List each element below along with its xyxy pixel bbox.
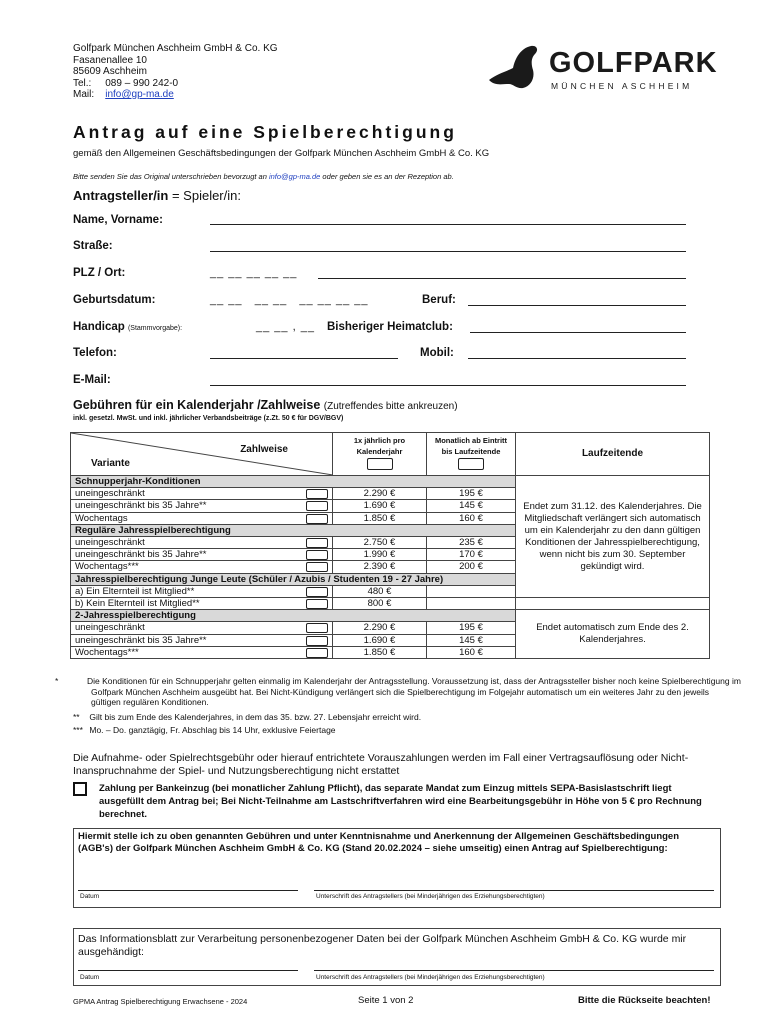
row-year-price: 1.850 €: [333, 646, 427, 658]
mail-link[interactable]: info@gp-ma.de: [105, 89, 174, 100]
footnote-text: Die Konditionen für ein Schnupperjahr gelten einmalig im Kalenderjahr der Antragsstellung. Voraussetzung ist, dass der Antragssteller bisher noch keine Spielberechtigung im Golfpark München Aschheim ausgeübt hat. Bei Nicht-Kündigung verlängert sich die Spielberechtigung im Folgejahr automatisch um ein weiteres Jahr zu den jeweils gültigen regulären Konditionen.: [87, 676, 741, 707]
page-subtitle: gemäß den Allgemeinen Geschäftsbedingungen der Golfpark München Aschheim GmbH & Co. KG: [73, 148, 490, 159]
row-year-price: 2.750 €: [333, 537, 427, 549]
row-label-cell: [71, 537, 333, 549]
footnote-2: [73, 712, 421, 723]
empty-term-cell: [516, 598, 710, 610]
row-label-cell: [71, 561, 333, 573]
mobile-field[interactable]: [468, 358, 686, 359]
sepa-checkbox[interactable]: [73, 782, 87, 796]
applicant-label-rest: = Spieler/in:: [168, 188, 241, 203]
row-month-price: 200 €: [427, 561, 516, 573]
footer-page-number: Seite 1 von 2: [358, 995, 414, 1006]
row-label-cell: [71, 598, 333, 610]
fees-title: Gebühren für ein Kalenderjahr /Zahlweise: [73, 398, 321, 412]
row-label: Wochentags: [75, 512, 128, 524]
bird-logo-icon: [487, 44, 549, 90]
consent-frame: [73, 828, 721, 908]
privacy-date-field[interactable]: [78, 970, 298, 971]
fees-heading: [73, 398, 458, 412]
option-checkbox[interactable]: [306, 587, 328, 597]
name-label: Name, Vorname:: [73, 214, 163, 226]
header-variante-cell: [71, 433, 333, 476]
row-month-price: 160 €: [427, 646, 516, 658]
row-year-price: 2.390 €: [333, 561, 427, 573]
row-label-cell: [71, 500, 333, 512]
footnote-text: Mo. – Do. ganztägig, Fr. Abschlag bis 14 Uhr, exklusive Feiertage: [89, 725, 336, 735]
option-checkbox[interactable]: [306, 489, 328, 499]
privacy-date-label: Datum: [80, 974, 100, 981]
option-checkbox[interactable]: [306, 514, 328, 524]
option-checkbox[interactable]: [306, 562, 328, 572]
option-checkbox[interactable]: [306, 501, 328, 511]
phone-label: Telefon:: [73, 347, 117, 359]
month-payment-checkbox[interactable]: [458, 458, 484, 470]
row-year-price: 480 €: [333, 585, 427, 597]
footer-note: Bitte die Rückseite beachten!: [578, 995, 711, 1006]
option-checkbox[interactable]: [306, 550, 328, 560]
footnote-mark: **: [73, 712, 80, 722]
row-label-cell: [71, 622, 333, 634]
note-text: Bitte senden Sie das Original unterschrieben bevorzugt an: [73, 172, 269, 181]
club-field[interactable]: [470, 332, 686, 333]
footnote-mark: ***: [73, 725, 83, 735]
row-label: Wochentags***: [75, 646, 139, 658]
consent-signature-label: Unterschrift des Antragstellers (bei Minderjährigen des Erziehungsberechtigten): [316, 893, 545, 900]
footnote-1: [55, 676, 741, 708]
option-checkbox[interactable]: [306, 599, 328, 609]
section-title: Reguläre Jahresspielberechtigung: [71, 524, 516, 536]
row-label-cell: [71, 585, 333, 597]
consent-signature-field[interactable]: [314, 890, 714, 891]
row-year-price: 1.990 €: [333, 549, 427, 561]
privacy-text: Das Informationsblatt zur Verarbeitung personenbezogener Daten bei der Golfpark München Aschheim GmbH & Co. KG wurde mir ausgehändigt:: [78, 933, 687, 958]
row-label: uneingeschränkt bis 35 Jahre**: [75, 500, 207, 512]
phone-field[interactable]: [210, 358, 398, 359]
zip-field[interactable]: __ __ __ __ __: [210, 267, 298, 279]
row-year-price: 1.690 €: [333, 634, 427, 646]
handicap-hint: (Stammvorgabe):: [127, 325, 183, 332]
row-month-price: 195 €: [427, 622, 516, 634]
row-month-price: [427, 585, 516, 597]
row-label: Wochentags***: [75, 561, 139, 573]
option-checkbox[interactable]: [306, 538, 328, 548]
company-address: [73, 43, 278, 101]
mail-label: Mail:: [73, 89, 95, 100]
fees-subnote: inkl. gesetzl. MwSt. und inkl. jährlicher Verbandsbeiträge (z.Zt. 50 € für DGV/BGV): [73, 415, 344, 422]
row-label: b) Kein Elternteil ist Mitglied**: [75, 598, 200, 610]
option-checkbox[interactable]: [306, 623, 328, 633]
footnote-mark: *: [55, 676, 59, 686]
section-row: [71, 476, 710, 488]
city-field[interactable]: [318, 278, 686, 279]
fee-table: [70, 432, 710, 659]
sepa-option: [73, 782, 713, 821]
golfpark-logo: [487, 44, 718, 91]
company-name: Golfpark München Aschheim GmbH & Co. KG: [73, 43, 278, 54]
company-tel: [73, 78, 278, 90]
row-label: uneingeschränkt bis 35 Jahre**: [75, 634, 207, 646]
header-variante: Variante: [91, 458, 130, 469]
company-street: Fasanenallee 10: [73, 54, 147, 66]
sepa-text: Zahlung per Bankeinzug (bei monatlicher Zahlung Pflicht), das separate Mandat zum Einzug mittels SEPA-Basislastschrift liegt ausgefüllt dem Antrag bei; Bei Nicht-Teilnahme am Lastschriftverfahren wird eine Bearbeitungsgebühr in Höhe von 5 € pro Rechnung berechnet.: [99, 783, 702, 820]
mobile-label: Mobil:: [420, 347, 454, 359]
tel-value: 089 – 990 242-0: [105, 77, 179, 89]
row-label: uneingeschränkt: [75, 537, 145, 549]
row-year-price: 2.290 €: [333, 622, 427, 634]
applicant-heading: [73, 188, 241, 203]
footnote-text: Gilt bis zum Ende des Kalenderjahres, in dem das 35. bzw. 27. Lebensjahr erreicht wird.: [89, 712, 422, 722]
header-month: Monatlich ab Eintritt bis Laufzeitende: [434, 436, 508, 457]
row-month-price: 145 €: [427, 634, 516, 646]
row-month-price: 170 €: [427, 549, 516, 561]
footnote-3: [73, 725, 336, 736]
street-label: Straße:: [73, 240, 113, 252]
fees-hint: (Zutreffendes bitte ankreuzen): [323, 401, 458, 412]
row-label-cell: [71, 634, 333, 646]
privacy-signature-label: Unterschrift des Antragstellers (bei Minderjährigen des Erziehungsberechtigten): [316, 974, 545, 981]
row-label-cell: [71, 549, 333, 561]
row-label: uneingeschränkt bis 35 Jahre**: [75, 549, 207, 561]
company-city: 85609 Aschheim: [73, 66, 147, 77]
row-month-price: 160 €: [427, 512, 516, 524]
row-month-price: [427, 598, 516, 610]
row-label: uneingeschränkt: [75, 488, 145, 500]
handicap-label: [73, 321, 182, 333]
row-month-price: 235 €: [427, 537, 516, 549]
row-label: uneingeschränkt: [75, 622, 145, 634]
row-year-price: 800 €: [333, 598, 427, 610]
header-month-cell: [427, 433, 516, 476]
email-label: E-Mail:: [73, 374, 111, 386]
consent-date-label: Datum: [80, 893, 100, 900]
company-mail: [73, 89, 278, 101]
tel-label: Tel.:: [73, 77, 92, 89]
consent-text: Hiermit stelle ich zu oben genannten Gebühren und unter Kenntnisnahme und Anerkennung der Allgemeinen Geschäftsbedingungen (AGB's) der Golfpark München Aschheim GmbH & Co. KG (Stand 20.02.2024 – siehe umseitig) einen Antrag auf Spielberechtigung:: [78, 831, 680, 854]
note-text-end: oder geben sie es an der Rezeption ab.: [320, 172, 454, 181]
club-label: Bisheriger Heimatclub:: [327, 321, 453, 333]
row-year-price: 1.690 €: [333, 500, 427, 512]
page-title: Antrag auf eine Spielberechtigung: [73, 122, 457, 142]
handicap-text: Handicap: [73, 321, 125, 333]
term-cell-1: Endet zum 31.12. des Kalenderjahres. Die Mitgliedschaft verlängert sich automatisch um ein Kalenderjahr zu den dann gültigen Konditionen der Jahresspielberechtigung, wenn nicht bis zum 30. September gekündigt wird.: [516, 476, 710, 598]
birth-field[interactable]: __ __ __ __ __ __ __ __: [210, 294, 369, 306]
row-label-cell: [71, 646, 333, 658]
section-title: Schnupperjahr-Konditionen: [71, 476, 516, 488]
note-mail-link[interactable]: info@gp-ma.de: [268, 172, 321, 181]
street-field[interactable]: [210, 251, 686, 252]
footer-doc-id: GPMA Antrag Spielberechtigung Erwachsene - 2024: [73, 997, 248, 1006]
name-field[interactable]: [210, 224, 686, 225]
logo-subline: MÜNCHEN ASCHHEIM: [551, 81, 693, 91]
table-row: [71, 598, 710, 610]
handicap-field[interactable]: __ __ , __: [256, 321, 315, 333]
refund-paragraph: Die Aufnahme- oder Spielrechtsgebühr oder hierauf entrichtete Vorauszahlungen werden im Fall einer Vertragsauflösung oder Nicht-Inanspruchnahme der Spiel- und Nutzungsberechtigung nicht erstattet: [73, 752, 689, 777]
year-payment-checkbox[interactable]: [367, 458, 393, 470]
zip-label: PLZ / Ort:: [73, 267, 126, 279]
row-label-cell: [71, 488, 333, 500]
applicant-label: Antragsteller/in: [73, 188, 169, 203]
job-label: Beruf:: [422, 294, 456, 306]
row-month-price: 145 €: [427, 500, 516, 512]
privacy-frame: [73, 928, 721, 986]
row-year-price: 2.290 €: [333, 488, 427, 500]
email-field[interactable]: [210, 385, 686, 386]
row-label-cell: [71, 512, 333, 524]
section-title: Jahresspielberechtigung Junge Leute (Schüler / Azubis / Studenten 19 - 27 Jahre): [71, 573, 516, 585]
header-zahlweise: Zahlweise: [240, 444, 288, 455]
row-label: a) Ein Elternteil ist Mitglied**: [75, 585, 195, 597]
job-field[interactable]: [468, 305, 686, 306]
row-year-price: 1.850 €: [333, 512, 427, 524]
consent-date-field[interactable]: [78, 890, 298, 891]
section-title: 2-Jahresspielberechtigung: [71, 610, 516, 622]
row-month-price: 195 €: [427, 488, 516, 500]
birth-label: Geburtsdatum:: [73, 294, 156, 306]
term-cell-2: Endet automatisch zum Ende des 2. Kalenderjahres.: [516, 610, 710, 659]
option-checkbox[interactable]: [306, 648, 328, 658]
header-year-cell: [333, 433, 427, 476]
submission-note: [73, 172, 454, 181]
option-checkbox[interactable]: [306, 636, 328, 646]
header-term-cell: Laufzeitende: [516, 433, 710, 476]
section-row: [71, 610, 710, 622]
privacy-signature-field[interactable]: [314, 970, 714, 971]
header-year: 1x jährlich pro Kalenderjahr: [353, 436, 406, 457]
fee-table-header: [71, 433, 710, 476]
logo-wordmark: GOLFPARK: [549, 47, 718, 79]
